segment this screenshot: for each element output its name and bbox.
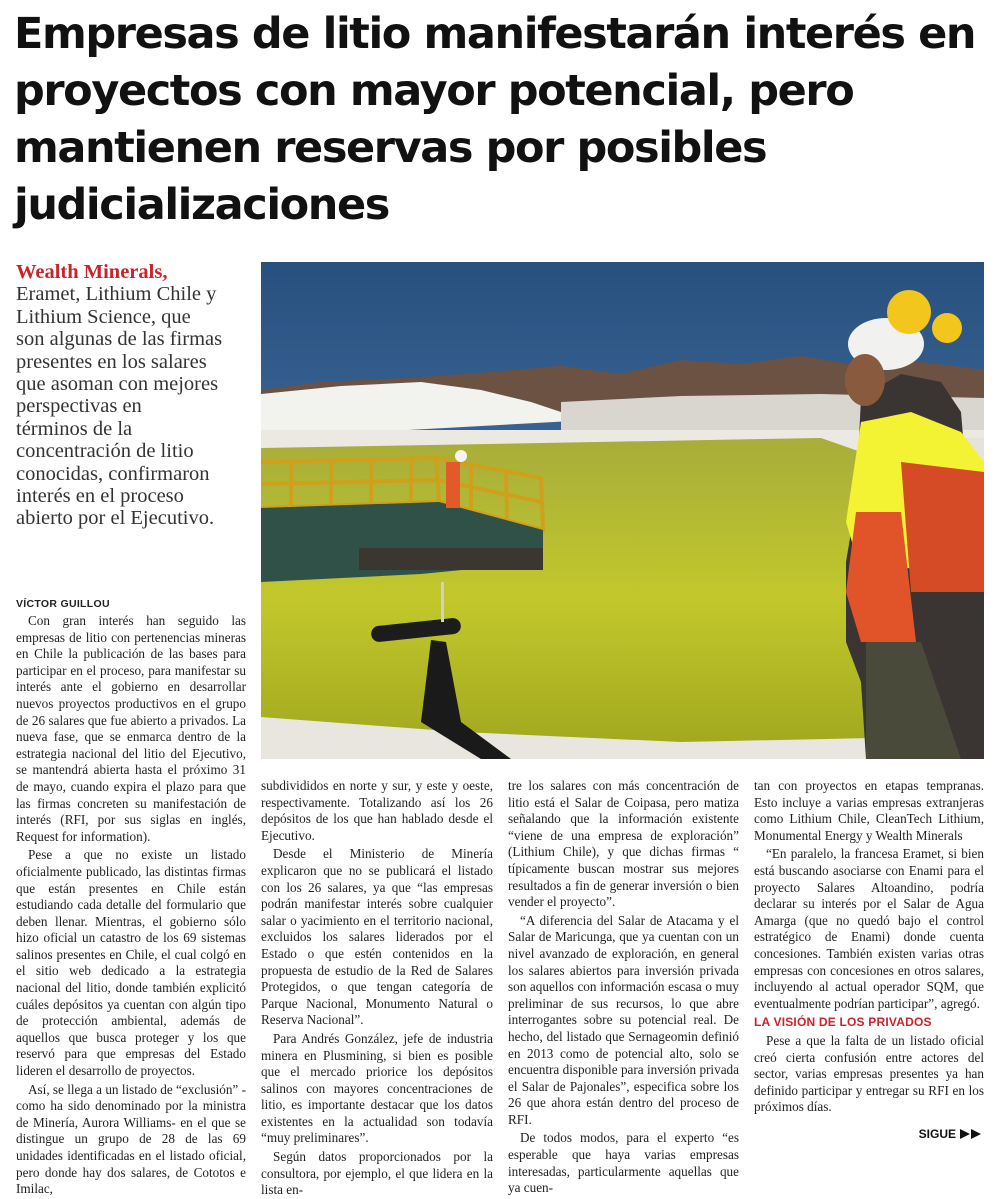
- lede-line: Eramet, Lithium Chile y: [16, 283, 217, 306]
- lede-line: que asoman con mejores: [16, 373, 219, 396]
- lede-line: conocidas, confirmaron: [16, 462, 210, 485]
- lede: [16, 261, 246, 530]
- headline: [14, 6, 989, 234]
- paragraph: De todos modos, para el experto “es esperable que haya varias empresas interesadas, particularmente aquellas que ya cuen-: [508, 1130, 739, 1196]
- paragraph: Para Andrés González, jefe de industria minera en Plusmining, si bien es posible que el mercado priorice los depósitos salinos con mayores concentraciones de litio, es importante destacar que los datos existentes en la actualidad son todavía “muy preliminares”.: [261, 1030, 493, 1146]
- headline-line: judicializaciones: [14, 180, 389, 230]
- lede-line: interés en el proceso: [16, 485, 184, 508]
- double-arrow-right-icon: [960, 1129, 982, 1139]
- section-subhead: LA VISIÓN DE LOS PRIVADOS: [754, 1015, 932, 1030]
- lede-line: Lithium Science, que: [16, 305, 191, 328]
- continue-label: SIGUE: [918, 1127, 956, 1141]
- paragraph: Así, se llega a un listado de “exclusión” -como ha sido denominado por la ministra de Minería, Aurora Williams- en el que se distingue un grupo de 28 de las 69 unidades identificadas en el listado oficial, pero donde hay dos salares, de Cototos e Imilac,: [16, 1081, 246, 1197]
- lede-line: son algunas de las firmas: [16, 328, 223, 351]
- article-column-1: [16, 613, 246, 1198]
- lede-line: términos de la: [16, 417, 133, 440]
- lede-line: presentes en los salares: [16, 350, 207, 373]
- lede-lead: Wealth Minerals,: [16, 261, 168, 283]
- article-column-2: [261, 778, 493, 1199]
- paragraph: tan con proyectos en etapas tempranas. Esto incluye a varias empresas extranjeras como Lithium Chile, CleanTech Lithium, Monumental Energy y Wealth Minerals: [754, 778, 984, 843]
- paragraph: Pese a que la falta de un listado oficial creó cierta confusión entre actores del sector, varias empresas presentes ya han definido participar y entregar su RFI en los próximos días.: [754, 1032, 984, 1115]
- continue-marker: [919, 1127, 982, 1141]
- paragraph: Pese a que no existe un listado oficialmente publicado, las distintas firmas que están presentes en Chile están estudiando cada detalle del formulario que deben llenar. Mientras, el gobierno sólo hizo oficial un catastro de los 69 sistemas salinos presentes en Chile, el cual colgó en el sitio web dedicado a la estrategia nacional del litio, donde también explicitó cuáles depósitos ya cuentan con algún tipo de protección ambiental, además de aquellos que busca proteger y los que reservó para que empresas del Estado lideren el desarrollo de proyectos.: [16, 847, 246, 1079]
- lithium-pond-photo: [261, 262, 984, 759]
- paragraph: Desde el Ministerio de Minería explicaron que no se publicará el listado con los 26 salares, ya que “las empresas podrán manifestar interés sobre cualquier salar o yacimiento en el territorio nacional, excluidos los salares liderados por el Estado o que estén contenidos en la propuesta de estudio de la Red de Salares Protegidos, o que tengan categoría de Parque Nacional, Monumento Natural o Reserva Nacional”.: [261, 846, 493, 1028]
- worker-figure: [446, 462, 460, 508]
- paragraph: Con gran interés han seguido las empresas de litio con pertenencias mineras en Chile la publicación de las bases para participar en el proceso, para manifestar su interés ante el gobierno en desarrollar nuevos proyectos productivos en el grupo de 26 salares que fue abierto a privados. La nueva fase, que se enmarca dentro de la estrategia nacional del litio del Ejecutivo, se mantendrá abierta hasta el próximo 31 de mayo, cuando expira el plazo para que las firmas concreten su manifestación de interés (RFI, por sus siglas en inglés, Request for information).: [16, 613, 246, 844]
- paragraph: “A diferencia del Salar de Atacama y el Salar de Maricunga, que ya cuentan con un nivel avanzado de exploración, en general los salares abiertos para inversión privada son aquellos con información escasa o muy preliminar de sus recursos, lo que abre interrogantes sobre su potencial real. De hecho, del listado que Sernageomin definió en 2013 como de potencial alto, solo se encuentra disponible para inversión privada el Salar de Pajonales”, especifica sobre los 26 que ahora están dentro del proceso de RFI.: [508, 912, 739, 1127]
- headline-line: Empresas de litio manifestarán interés en: [14, 9, 976, 59]
- lede-line: abierto por el Ejecutivo.: [16, 507, 215, 530]
- lede-line: concentración de litio: [16, 440, 194, 463]
- paragraph: tre los salares con más concentración de litio está el Salar de Coipasa, pero matiza señalando que la información existente “viene de una empresa de exploración” (Lithium Chile), y que dichas firmas “ típicamente buscan mostrar sus mejores resultados a fin de generar inversión o bien vender el proyecto”.: [508, 778, 739, 910]
- paragraph: Según datos proporcionados por la consultora, por ejemplo, el que lidera en la lista en-: [261, 1149, 493, 1198]
- headline-line: proyectos con mayor potencial, pero: [14, 66, 854, 116]
- byline: VÍCTOR GUILLOU: [16, 598, 110, 610]
- article-column-3: [508, 778, 739, 1197]
- paragraph: “En paralelo, la francesa Eramet, si bien está buscando asociarse con Enami para el proyecto Salares Altoandino, podría declarar su interés por el Salar de Agua Amarga (que no quedó bajo el control estratégico de Enami) donde cuenta concesiones. También existen varias otras empresas con concesiones en otros salares, incluyendo al actual operador SQM, que eventualmente podrían participar”, agregó.: [754, 846, 984, 1011]
- lede-line: perspectivas en: [16, 395, 142, 418]
- paragraph: subdivididos en norte y sur, y este y oeste, respectivamente. Totalizando así los 26 depósitos de los que han hablado desde el Ejecutivo.: [261, 778, 493, 843]
- article-column-4: [754, 778, 984, 1116]
- headline-line: mantienen reservas por posibles: [14, 123, 767, 173]
